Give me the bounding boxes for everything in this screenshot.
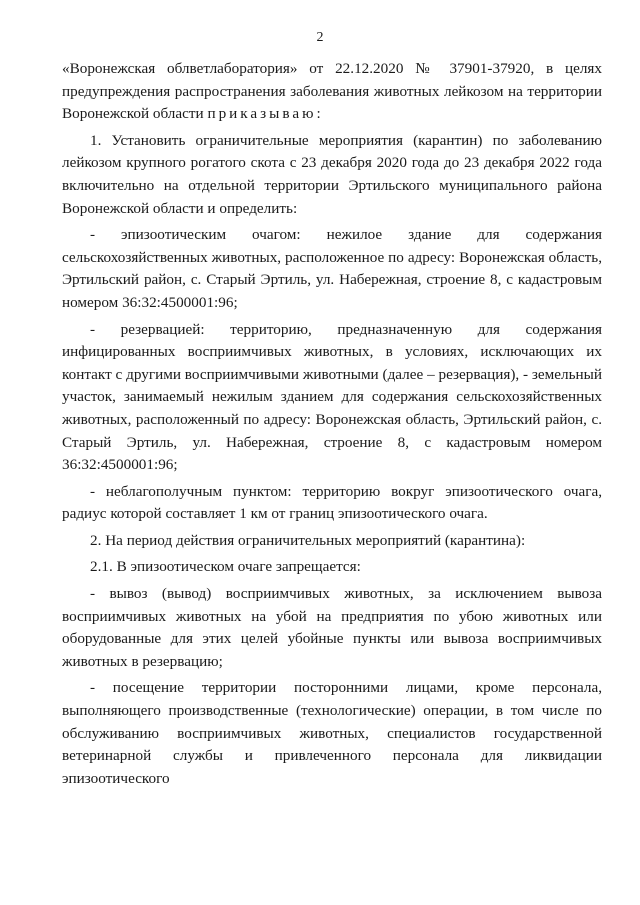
preamble-text: «Воронежская облветлаборатория» от 22.12.2020 № 37901-37920, в целях предупреждения распространения заболевания животных лейкозом на территории Воронежской области — [62, 60, 602, 123]
paragraph-export-ban: - вывоз (вывод) восприимчивых животных, за исключением вывоза восприимчивых животных на убой на предприятия по убою животных или оборудованные для этих целей убойные пункты или вывоза восприимчивых животных в резервацию; — [62, 585, 602, 670]
paragraph-unfavorable-point: - неблагополучным пунктом: территорию вокруг эпизоотического очага, радиус которой составляет 1 км от границ эпизоотического очага. — [62, 482, 602, 523]
paragraph-preamble — [62, 58, 602, 126]
paragraph-item-2: 2. На период действия ограничительных мероприятий (карантина): — [90, 531, 526, 549]
paragraph-visit-ban: - посещение территории посторонними лицами, кроме персонала, выполняющего производственные (технологические) операции, в том числе по обслуживанию восприимчивых животных, специалистов государственной ветеринарной службы и привлеченного персонала для ликвидации эпизоотического — [62, 679, 602, 787]
paragraph-item-2-1: 2.1. В эпизоотическом очаге запрещается: — [90, 558, 361, 576]
order-word: приказываю — [207, 105, 317, 123]
paragraph-reservation: - резервацией: территорию, предназначенную для содержания инфицированных восприимчивых животных, в условиях, исключающих их контакт с другими восприимчивыми животными (далее – резервация), - земельный участок, занимаемый нежилым зданием для содержания сельскохозяйственных животных, расположенный по адресу: Воронежская область, Эртильский район, с. Старый Эртиль, ул. Набережная, строение 8, с кадастровым номером 36:32:4500001:96; — [62, 320, 602, 474]
paragraph-item-1: 1. Установить ограничительные мероприятия (карантин) по заболеванию лейкозом крупного рогатого скота с 23 декабря 2020 года до 23 декабря 2022 года включительно на отдельной территории Эртильского муниципального района Воронежской области и определить: — [62, 131, 602, 217]
page-number: 2 — [316, 30, 324, 45]
document-body — [62, 58, 602, 794]
preamble-end: : — [316, 105, 321, 123]
paragraph-epizootic-focus: - эпизоотическим очагом: нежилое здание для содержания сельскохозяйственных животных, расположенное по адресу: Воронежская область, Эртильский район, с. Старый Эртиль, ул. Набережная, строение 8, с кадастровым номером 36:32:4500001:96; — [62, 226, 602, 311]
